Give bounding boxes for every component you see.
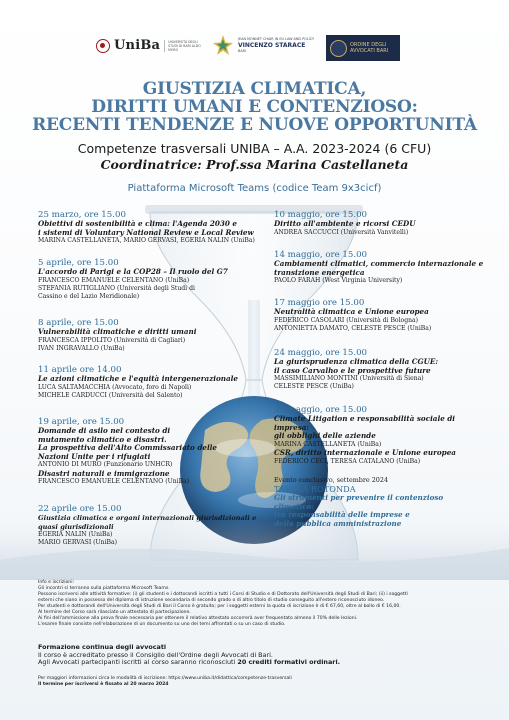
title-line-3: RECENTI TENDENZE E NUOVE OPPORTUNITÀ (32, 115, 477, 135)
event-date: 17 maggio ore 15.00 (274, 298, 365, 308)
event-speakers: MARINA CASTELLANETA, MARIO GERVASI, EGERIA NALIN (UniBa) (38, 237, 255, 245)
event-item (274, 298, 484, 333)
event-title: Climate Litigation e responsabilità sociale di impresa: (274, 414, 456, 432)
event-title: La giurisprudenza climatica della CGUE: (274, 357, 439, 366)
event-speakers: MARINA CASTELLANETA (UniBa) (274, 440, 382, 448)
page-title (0, 80, 509, 134)
event-date: 5 aprile, ore 15.00 (38, 258, 119, 268)
uniba-logo[interactable] (96, 38, 202, 53)
formazione-line (38, 659, 478, 667)
info-section (38, 580, 478, 628)
event-title: quasi giurisdizionali (38, 522, 114, 531)
event-speakers: ANTONIO DI MURO (Funzionario UNHCR) (38, 461, 173, 469)
event-title: mutamento climatico e disastri. (38, 434, 167, 444)
jean-monnet-line: JEAN MONNET CHAIR IN EU LAW AND POLICY (238, 37, 315, 42)
footer-info-link[interactable]: Per maggiori informazioni circa le modalità di iscrizione: https://www.uniba.it/didattica/competenze-trasversali (38, 676, 292, 681)
formazione-line-text: Agli Avvocati partecipanti iscritti al corso saranno riconosciuti (38, 658, 238, 667)
event-title: Le azioni climatiche e l'equità intergenerazionale (38, 374, 238, 383)
event-speakers: EGERIA NALIN (UniBa) (38, 531, 113, 539)
formazione-credits: 20 crediti formativi ordinari. (237, 658, 341, 667)
event-title: Disastri naturali e immigrazione (38, 468, 170, 478)
event-speakers: FEDERICO CASOLARI (Università di Bologna) (274, 316, 419, 324)
event-title: Diritto all'ambiente e ricorsi CEDU (274, 219, 416, 228)
event-date: 25 marzo, ore 15.00 (38, 210, 126, 220)
event-date: 31 maggio, ore 15.00 (274, 405, 368, 415)
event-item (38, 210, 268, 245)
closing-event (274, 476, 484, 528)
event-item (38, 258, 268, 301)
event-speakers: FRANCESCA IPPOLITO (Università di Cagliari) (38, 336, 186, 344)
event-title: La prospettiva dell'Alto Commissariato delle (38, 443, 217, 453)
jean-monnet-logo[interactable] (212, 34, 316, 56)
event-speakers: ANDREA SACCUCCI (Università Vanvitelli) (274, 228, 409, 236)
event-speakers: MARIO GERVASI (UniBa) (38, 539, 118, 547)
event-item (274, 250, 484, 285)
info-line: Al termine del Corso sarà rilasciato un attestato di partecipazione. (38, 610, 191, 615)
event-date: 22 aprile ore 15.00 (38, 504, 122, 514)
title-line-1: GIUSTIZIA CLIMATICA, (142, 79, 367, 99)
event-speakers: FRANCESCO EMANUELE CELENTANO (UniBa) (38, 478, 190, 486)
event-title: gli obblighi delle aziende (274, 431, 376, 441)
event-item (38, 504, 268, 548)
event-speakers: IVAN INGRAVALLO (UniBa) (38, 344, 125, 352)
vincenzo-starace-name: VINCENZO STARACE (238, 41, 306, 49)
footer (38, 676, 478, 688)
event-title: Neutralità climatica e Unione europea (274, 307, 429, 316)
ordine-seal-icon (330, 40, 347, 57)
event-title: Vulnerabilità climatiche e diritti umani (38, 327, 197, 336)
closing-event-date: Evento conclusivo, settembre 2024 (274, 476, 389, 484)
ordine-avvocati-logo[interactable] (326, 35, 400, 61)
uniba-wordmark: UniBa (114, 38, 161, 53)
event-title: transizione energetica (274, 267, 365, 277)
title-line-2: DIRITTI UMANI E CONTENZIOSO: (91, 97, 418, 117)
event-title: Domande di asilo nel contesto di (38, 426, 171, 435)
star-icon (212, 34, 234, 56)
event-date: 11 aprile ore 14.00 (38, 365, 122, 375)
formazione-heading: Formazione continua degli avvocati (38, 643, 167, 651)
jean-monnet-text (238, 37, 316, 53)
event-title: Cambiamenti climatici, commercio internazionale e (274, 259, 484, 268)
event-title: L'accordo di Parigi e la COP28 – Il ruolo del G7 (38, 267, 228, 276)
event-speakers: PAOLO FARAH (West Virginia University) (274, 277, 403, 285)
formazione-section (38, 644, 478, 667)
uniba-seal-icon (96, 39, 110, 53)
event-item (274, 348, 484, 392)
course-subtitle: Competenze trasversali UNIBA – A.A. 2023-2024 (6 CFU) (77, 141, 432, 156)
formazione-line: Il corso è accreditato presso il Consiglio dell'Ordine degli Avvocati di Bari. (38, 650, 273, 659)
event-speakers: LUCA SALTAMACCHIA (Avvocato, foro di Napoli) (38, 383, 192, 391)
round-table-title: tra responsabilità delle imprese e (274, 510, 410, 520)
event-date: 14 maggio, ore 15.00 (274, 250, 368, 260)
jean-monnet-city: BARI (238, 48, 247, 53)
event-speakers: CELESTE PESCE (UniBa) (274, 383, 354, 391)
event-item (274, 210, 484, 237)
info-line: Gli incontri si terranno sulla piattaforma Microsoft Teams. (38, 586, 170, 591)
event-date: 8 aprile, ore 15.00 (38, 318, 119, 328)
logo-bar (0, 34, 509, 64)
event-item (38, 417, 268, 486)
event-speakers: ANTONIETTA DAMATO, CELESTE PESCE (UniBa) (274, 324, 432, 332)
ordine-text: ORDINE DEGLI AVVOCATI BARI (350, 42, 389, 54)
info-line: L'esame finale consiste nell'elaborazione di un documento su uno dei temi affrontati o su un caso di studio. (38, 622, 286, 627)
event-speakers: Cassino e del Lazio Meridionale) (38, 293, 140, 300)
uniba-subtitle: UNIVERSITÀ DEGLI STUDI DI BARI ALDO MORO (164, 40, 202, 52)
event-date: 24 maggio, ore 15.00 (274, 348, 368, 358)
round-table-title: della pubblica amministrazione (274, 518, 402, 528)
event-title: Nazioni Unite per i rifugiati (38, 451, 151, 461)
registration-deadline: Il termine per iscriversi è fissato al 20 marzo 2024 (38, 682, 169, 687)
event-title: Giustizia climatica e organi internazionali giurisdizionali e (38, 514, 257, 522)
info-line: Possono iscriversi alle attività formative: (i) gli studenti e i dottorandi iscritti a tutti i Corsi di Studio e di Dottorato dell'Università degli Studi di Bari; (ii) i soggetti (38, 592, 408, 597)
event-speakers: STEFANIA RUTIGLIANO (Università degli Studi di (38, 284, 195, 292)
info-line: Ai fini dell'ammissione alla prova finale necessaria per ottenere il relativo attestato occorrerà aver frequentato almeno il 70% delle lezioni. (38, 616, 358, 621)
event-title: Obiettivi di sostenibilità e clima: l'Agenda 2030 e (38, 219, 237, 228)
platform-info: Piattaforma Microsoft Teams (codice Team 9x3cicf) (127, 183, 382, 194)
event-title: i sistemi di Voluntary National Review e Local Review (38, 227, 254, 237)
event-item (38, 318, 268, 353)
round-table-title: Gli strumenti per prevenire il contenzioso climatico: (274, 493, 444, 511)
event-date: 10 maggio, ore 15.00 (274, 210, 368, 220)
event-item (274, 405, 484, 466)
event-date: 19 aprile, ore 15.00 (38, 417, 125, 427)
event-speakers: FRANCESCO EMANUELE CELENTANO (UniBa) (38, 276, 190, 284)
event-speakers: MASSIMILIANO MONTINI (Università di Siena) (274, 375, 424, 383)
event-title: il caso Carvalho e le prospettive future (274, 365, 431, 375)
event-speakers: MICHELE CARDUCCI (Università del Salento) (38, 391, 183, 399)
round-table-label: TAVOLA ROTONDA (274, 484, 356, 494)
info-line: esterni che siano in possesso del diploma di istruzione secondaria di secondo grado o di altro titolo di studio conseguito all'estero riconosciuto idoneo. (38, 598, 385, 603)
coordinator: Coordinatrice: Prof.ssa Marina Castellaneta (100, 157, 409, 172)
info-line: Per studenti e dottorandi dell'Università degli Studi di Bari il Corso è gratuito; per i soggetti esterni la quota di iscrizione è di € 67,60, oltre al bollo di € 16,00. (38, 604, 401, 609)
event-title: CSR, diritto internazionale e Unione europea (274, 447, 456, 457)
info-line: Info e iscrizioni: (38, 580, 75, 585)
event-speakers: FEDERICO CECI, TERESA CATALANO (UniBa) (274, 457, 421, 465)
event-item (38, 365, 268, 400)
